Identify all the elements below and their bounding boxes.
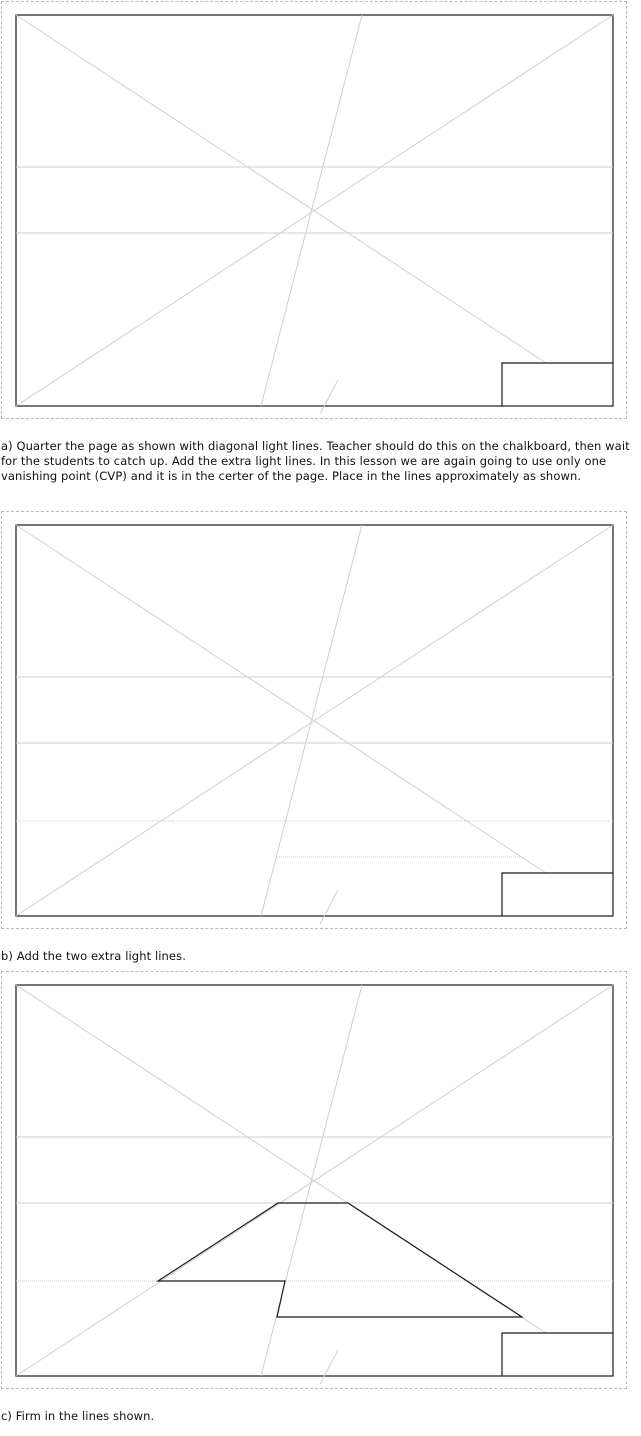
corner-box: [502, 363, 613, 406]
drawing-panel-b: [1, 511, 627, 929]
vertical-guide-line: [261, 15, 362, 406]
break-mark: [320, 1350, 338, 1384]
firmed-shape: [158, 1203, 522, 1317]
caption-c: c) Firm in the lines shown.: [1, 1409, 155, 1423]
caption-a: a) Quarter the page as shown with diagonal light lines. Teacher should do this on the chalkboard, then wait for the students to catch up. Add the extra light lines. In this lesson we are again going to use only one vanishing point (CVP) and it is in the certer of the page. Place in the lines approximately as shown.: [1, 439, 630, 483]
perspective-drawing-b: [2, 512, 628, 930]
diagonal-line-1: [16, 15, 546, 363]
perspective-drawing-c: [2, 972, 628, 1390]
corner-box: [502, 1333, 613, 1376]
drawing-panel-a: [1, 1, 627, 419]
corner-box: [502, 873, 613, 916]
break-mark: [320, 380, 338, 414]
caption-b: b) Add the two extra light lines.: [1, 949, 186, 963]
break-mark: [320, 890, 338, 924]
drawing-panel-c: [1, 971, 627, 1389]
perspective-drawing-a: [2, 2, 628, 420]
